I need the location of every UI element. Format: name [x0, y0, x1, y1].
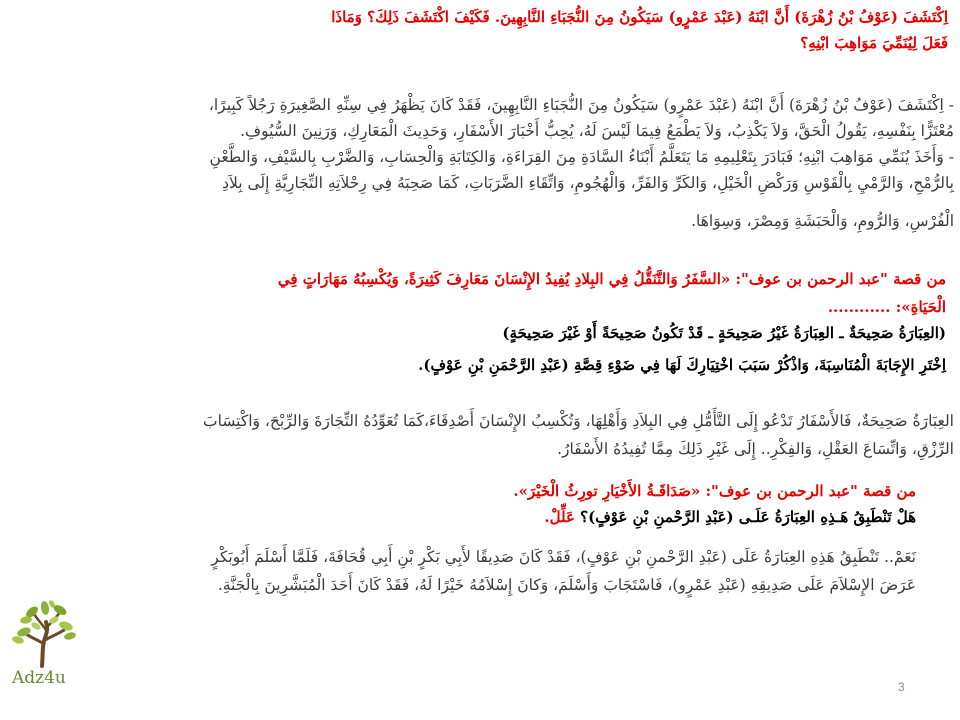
section1-title-line1: اِكْتَشَفَ (عَوْفُ بْنُ زُهْرَةَ) أَنَّ ابْنَهُ (عَبْدَ عَمْرٍو) سَيَكُونُ مِنَ النُّجَبَاءِ النَّابِهِينَ. فَكَيْفَ اكْتَشَفَ ذَلِكَ؟ وَمَاذَا [331, 8, 948, 26]
section1-para-line: مُعْتَزًّا بِنَفْسِهِ، يَقُولُ الْحَقَّ، وَلاَ يَكْذِبُ، وَلاَ يَطْمَعُ فِيمَا لَيْسَ لَهُ، يُحِبُّ أَخْبَارَ الأَسْفَارِ، وَحَدِيثَ الْمَعَارِكِ، وَرَنِينَ السُّيُوفِ. [240, 122, 954, 140]
section2-instruction: اِخْتَرِ الإِجَابَةَ الْمُنَاسِبَةَ، وَاذْكُرْ سَبَبَ اخْتِيَارِكَ لَهَا فِي ضَوْءِ قِصَّةِ (عَبْدِ الرَّحْمَنِ بْنِ عَوْفٍ). [418, 356, 946, 374]
section3-answer-line: نَعَمْ.. تَنْطَبِقُ هَذِهِ العِبَارَةُ عَلَى (عَبْدِ الرَّحْمنِ بْنِ عَوْفٍ)، فَقَدْ كَانَ صَدِيقًا لأَبِي بَكْرٍ بْنِ أَبِي قُحَافَةَ، فَلَمَّا أَسْلَمَ أَبُوبَكْرٍ [211, 548, 916, 566]
section2-question-line2: الْحَيَاةِ»: ............ [827, 298, 946, 316]
tree-icon [12, 600, 78, 668]
section2-choices: (العِبَارَةُ صَحِيحَةٌ ـ العِبَارَةُ غَيْرُ صَحِيحَةٍ ـ قَدْ تَكُونُ صَحِيحَةً أَوْ غَيْرَ صَحِيحَةٍ) [502, 324, 946, 342]
section3-question-line2 [544, 508, 916, 526]
logo-text: Adz4u [12, 668, 66, 688]
section1-title-line2: فَعَلَ لِيُنَمِّيَ مَوَاهِبَ ابْنِهِ؟ [800, 34, 948, 52]
section3-question-reason: عَلِّلْ. [544, 508, 575, 526]
section1-para-line: - وَأَخَذَ يُنَمِّي مَوَاهِبَ ابْنِهِ؛ فَبَادَرَ بِتَعْلِيمِهِ مَا يَتَعَلَّمُ أَبْنَاءُ السَّادَةِ مِنَ القِرَاءَةِ، وَالكِتَابَةِ وَالْحِسَابِ، وَالضَّرْبِ بِالسَّيْفِ، وَالطَّعْنِ [209, 148, 954, 166]
section3-question-text: هَلْ تَنْطَبِقُ هَـذِهِ العِبَارَةُ عَلَـى (عَبْدِ الرَّحْمنِ بْنِ عَوْفٍ)؟ [580, 508, 916, 526]
logo [12, 600, 78, 708]
section1-para-line: بِالرُّمْحِ، وَالرَّمْيِ بِالْقَوْسِ وَرَكْضِ الْخَيْلِ، وَالكَرِّ وَالفَرِّ، وَالْهُجُومِ، وَاتِّقَاءِ الضَّرَبَاتِ، كَمَا صَحِبَهُ فِي رِحْلاَتِهِ التِّجَارِيَّةِ إِلَى بِلاَدِ [222, 174, 954, 192]
section1-para-line: - اِكْتَشَفَ (عَوْفُ بْنُ زُهْرَةَ) أَنَّ ابْنَهُ (عَبْدَ عَمْرٍو) سَيَكُونُ مِنَ النُّجَبَاءِ النَّابِهِينَ، فَقَدْ كَانَ يَظْهَرُ فِي سِنِّهِ الصَّغِيرَةِ رَجُلاً كَبِيرًا، [208, 96, 954, 114]
section2-answer-line: العِبَارَةُ صَحِيحَةٌ، فَالأَسْفَارُ تَدْعُو إِلَى التَّأَمُّلِ فِي البِلاَدِ وَأَهْلِهَا، وَتُكْسِبُ الإِنْسَانَ أَصْدِقَاءَ،كَمَا تُعَوِّدُهُ التِّجَارَةَ وَالرِّبْحَ، وَاكْتِسَابَ [203, 412, 954, 430]
section2-answer-line: الرِّزْقِ، وَاتِّسَاعَ العَقْلِ، وَالفِكْرِ.. إِلَى غَيْرِ ذَلِكَ مِمَّا تُفِيدُهُ الأَسْفَارُ. [557, 440, 954, 458]
section3-question-line1: من قصة "عبد الرحمن بن عوف": «صَدَاقَـةُ الأَخْيَارِ تورِثُ الْخَيْرَ». [513, 482, 916, 500]
section3-answer-line: عَرَضَ الإِسْلاَمَ عَلَى صَدِيقِهِ (عَبْدِ عَمْرٍو)، فَاسْتَجَابَ وَأَسْلَمَ، وَكانَ إِسْلاَمُهُ خَيْرًا لَهُ، فَقَدْ كَانَ أَحَدَ الْمُبَشَّرِينَ بِالْجَنَّةِ. [217, 576, 916, 594]
section2-question-line1: من قصة "عبد الرحمن بن عوف": «السَّفَرُ وَالتَّنَقُّلُ فِي البِلادِ يُفِيدُ الإِنْسَانَ مَعَارِفَ كَثِيرَةً، وَيُكْسِبُهُ مَهَارَاتٍ فِي [277, 270, 946, 288]
section1-para-line: الْفُرْسِ، وَالرُّومِ، وَالْحَبَشَةِ وَمِصْرَ، وَسِوَاهَا. [691, 212, 954, 230]
page-number: 3 [898, 680, 905, 694]
